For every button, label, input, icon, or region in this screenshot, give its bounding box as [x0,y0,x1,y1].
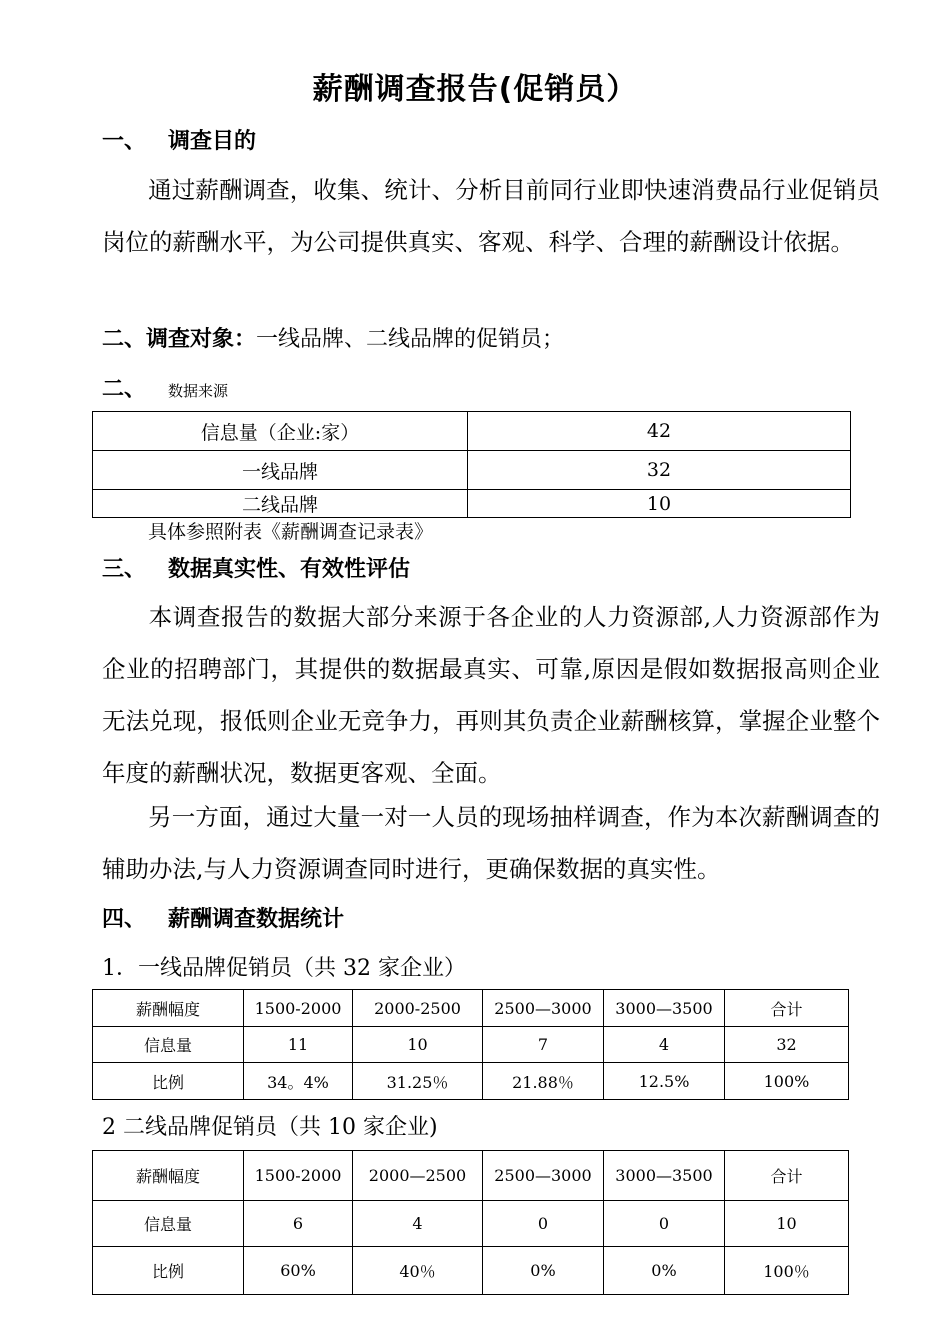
table-cell: 0% [604,1247,725,1295]
table-cell: 10 [468,490,851,518]
table-cell: 10 [353,1027,483,1063]
table-cell: 32 [725,1027,849,1063]
table-header-cell: 薪酬幅度 [93,990,244,1027]
section3-title: 数据真实性、有效性评估 [168,557,411,582]
first-tier-table [92,989,849,1100]
table-cell: 0 [483,1201,604,1247]
table-header-cell: 2000—2500 [353,1151,483,1201]
document-title: 薪酬调查报告(促销员） [312,72,638,107]
table-row [93,490,851,518]
table-header-cell: 3000—3500 [604,1151,725,1201]
table-note: 具体参照附表《薪酬调查记录表》 [148,521,434,543]
table-cell: 34。4% [244,1063,353,1100]
table-cell: 100% [725,1063,849,1100]
table-header-cell: 合计 [725,990,849,1027]
table-header-cell: 合计 [725,1151,849,1201]
table-cell: 10 [725,1201,849,1247]
section3-paragraph-2 [102,791,880,895]
section3-para1: 本调查报告的数据大部分来源于各企业的人力资源部,人力资源部作为企业的招聘部门，其提供的数据最真实、可靠,原因是假如数据报高则企业无法兑现，报低则企业无竞争力，再则其负责企业薪酬核算，掌握企业整个年度的薪酬状况，数据更客观、全面。 [102,603,880,787]
table-cell: 4 [353,1201,483,1247]
table-cell: 二线品牌 [93,490,468,518]
section2b-heading [102,372,228,403]
table-header-cell: 2000-2500 [353,990,483,1027]
table-header-cell: 薪酬幅度 [93,1151,244,1201]
section1-heading [102,124,256,155]
table-row [93,1063,849,1100]
table-cell: 一线品牌 [93,451,468,490]
data-source-table [92,411,851,518]
table-cell: 6 [244,1201,353,1247]
table-header-cell: 3000—3500 [604,990,725,1027]
section2-title: 二、调查对象： [102,327,257,352]
table-header-row [93,990,849,1027]
section2b-title: 数据来源 [168,382,229,400]
table-cell: 31.25％ [353,1063,483,1100]
table-cell: 信息量（企业:家） [93,412,468,451]
table-cell: 100％ [725,1247,849,1295]
table-cell: 40％ [353,1247,483,1295]
section4-number: 四、 [102,907,147,932]
table-header-cell: 1500-2000 [244,990,353,1027]
section3-para2: 另一方面，通过大量一对一人员的现场抽样调查，作为本次薪酬调查的辅助办法,与人力资源调查同时进行，更确保数据的真实性。 [102,803,880,883]
section1-number: 一、 [102,129,147,154]
section3-paragraph-1 [102,591,880,799]
table-row [93,1201,849,1247]
section1-title: 调查目的 [168,129,257,154]
section2b-number: 二、 [102,377,147,402]
section4-heading [102,902,344,933]
table-row [93,451,851,490]
table2-caption: 2 二线品牌促销员（共 10 家企业) [102,1115,438,1140]
table-cell: 60% [244,1247,353,1295]
second-tier-table [92,1150,849,1295]
section3-heading [102,552,410,583]
table-cell: 0% [483,1247,604,1295]
table-cell: 比例 [93,1063,244,1100]
table-row [93,1247,849,1295]
section3-number: 三、 [102,557,147,582]
table-header-cell: 2500—3000 [483,1151,604,1201]
table-header-cell: 2500—3000 [483,990,604,1027]
table-cell: 信息量 [93,1201,244,1247]
table-cell: 11 [244,1027,353,1063]
section2-text: 一线品牌、二线品牌的促销员； [256,327,565,352]
table-header-cell: 1500-2000 [244,1151,353,1201]
table-cell: 比例 [93,1247,244,1295]
table-cell: 7 [483,1027,604,1063]
table-cell: 21.88％ [483,1063,604,1100]
table-row [93,412,851,451]
section1-body: 通过薪酬调查，收集、统计、分析目前同行业即快速消费品行业促销员岗位的薪酬水平，为公司提供真实、客观、科学、合理的薪酬设计依据。 [102,176,880,256]
table1-caption: 1．一线品牌促销员（共 32 家企业） [102,956,466,981]
section2-heading [102,322,564,353]
table-cell: 12.5% [604,1063,725,1100]
table-cell: 信息量 [93,1027,244,1063]
table-header-row [93,1151,849,1201]
table-cell: 32 [468,451,851,490]
section4-title: 薪酬调查数据统计 [168,907,345,932]
table-cell: 4 [604,1027,725,1063]
section1-paragraph [102,164,880,268]
table-cell: 0 [604,1201,725,1247]
table-cell: 42 [468,412,851,451]
table-row [93,1027,849,1063]
